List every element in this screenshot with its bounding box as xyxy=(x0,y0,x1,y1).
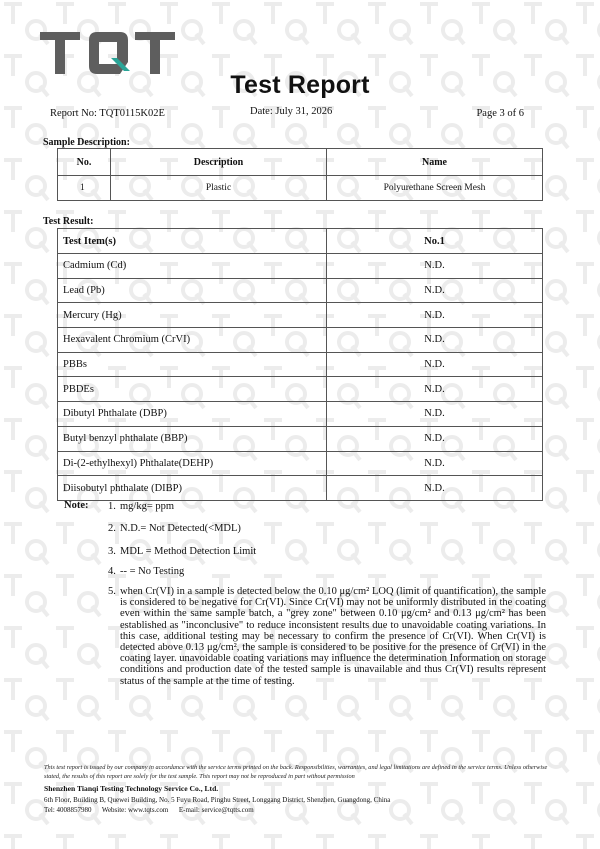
note-item xyxy=(108,546,546,557)
note-item xyxy=(108,523,546,534)
test-value: N.D. xyxy=(327,254,543,279)
test-value: N.D. xyxy=(327,377,543,402)
note-text: N.D.= Not Detected(<MDL) xyxy=(120,523,241,534)
test-value: N.D. xyxy=(327,402,543,427)
result-table xyxy=(57,228,543,501)
sample-description-label: Sample Description: xyxy=(43,137,130,148)
test-value: N.D. xyxy=(327,328,543,353)
sample-no: 1 xyxy=(58,176,111,201)
test-item: Hexavalent Chromium (CrVI) xyxy=(58,328,327,353)
test-value: N.D. xyxy=(327,476,543,501)
table-row xyxy=(58,278,543,303)
company-logo xyxy=(40,30,175,76)
test-item: Di-(2-ethylhexyl) Phthalate(DEHP) xyxy=(58,451,327,476)
column-header-name: Name xyxy=(327,149,543,176)
note-number: 1. xyxy=(108,501,116,512)
table-row xyxy=(58,303,543,328)
table-row xyxy=(58,426,543,451)
footer-address: 6th Floor, Building B, Quewei Building, No. 5 Fuyu Road, Pinghu Street, Longgang District, Shenzhen, Guangdong, China xyxy=(44,796,391,804)
test-item: Cadmium (Cd) xyxy=(58,254,327,279)
table-row xyxy=(58,476,543,501)
test-item: Mercury (Hg) xyxy=(58,303,327,328)
note-text: when Cr(VI) in a sample is detected below the 0.10 μg/cm² LOQ (limit of quantification), the sample is considered to be negative for Cr(VI). Since Cr(VI) may not be uniformly distributed in the coating even within the same sample batch, a "grey zone" between 0.10 μg/cm² and 0.13 μg/cm² has been established as "inconclusive" to reduce inconsistent results due to unavoidable coating variations. In this case, additional testing may be necessary to confirm the presence of Cr(VI). When Cr(VI) is detected above 0.13 μg/cm², the sample is considered to be positive for the presence of Cr(VI) in the coating layer. unavoidable coating variations may influence the determination Information on storage conditions and production date of the tested sample is unavailable and thus Cr(VI) results represent status of the sample at the time of testing. xyxy=(120,586,546,687)
table-row xyxy=(58,328,543,353)
note-item xyxy=(108,566,546,577)
test-value: N.D. xyxy=(327,451,543,476)
column-header-test-item: Test Item(s) xyxy=(58,229,327,254)
sample-name: Polyurethane Screen Mesh xyxy=(327,176,543,201)
page-title: Test Report xyxy=(230,71,370,99)
sample-description: Plastic xyxy=(111,176,327,201)
test-item: Diisobutyl phthalate (DIBP) xyxy=(58,476,327,501)
table-row xyxy=(58,451,543,476)
test-value: N.D. xyxy=(327,352,543,377)
column-header-description: Description xyxy=(111,149,327,176)
test-result-label: Test Result: xyxy=(43,216,94,227)
footer-disclaimer: This test report is issued by our company in accordance with the service terms printed on the back. Responsibilities, warranties, and legal limitations are defined in the service terms. Unless otherwise stated, the results of this report are solely for the test sample. This report may not be reproduced in part without permission xyxy=(44,764,548,780)
column-header-sample-no1: No.1 xyxy=(327,229,543,254)
test-item: Lead (Pb) xyxy=(58,278,327,303)
column-header-no: No. xyxy=(58,149,111,176)
note-number: 4. xyxy=(108,566,116,577)
notes-label: Note: xyxy=(64,500,89,511)
note-item xyxy=(108,586,546,687)
report-date: Date: July 31, 2026 xyxy=(250,106,333,117)
note-number: 3. xyxy=(108,546,116,557)
table-row xyxy=(58,176,543,201)
table-row xyxy=(58,254,543,279)
note-text: mg/kg= ppm xyxy=(120,501,175,512)
result-table-header xyxy=(58,229,543,254)
table-row xyxy=(58,402,543,427)
test-value: N.D. xyxy=(327,303,543,328)
test-item: PBDEs xyxy=(58,377,327,402)
sample-table-header xyxy=(58,149,543,176)
report-number: Report No: TQT0115K02E xyxy=(50,108,165,119)
note-number: 2. xyxy=(108,523,116,534)
note-number: 5. xyxy=(108,586,116,597)
table-row xyxy=(58,377,543,402)
note-text: -- = No Testing xyxy=(120,566,185,577)
note-item xyxy=(108,501,546,512)
test-item: Butyl benzyl phthalate (BBP) xyxy=(58,426,327,451)
table-row xyxy=(58,352,543,377)
page-number: Page 3 of 6 xyxy=(476,108,524,119)
note-text: MDL = Method Detection Limit xyxy=(120,546,257,557)
test-value: N.D. xyxy=(327,426,543,451)
test-item: PBBs xyxy=(58,352,327,377)
sample-table xyxy=(57,148,543,201)
footer-contact: Tel: 4008857980 Website: www.tqts.com E-mail: service@tqtts.com xyxy=(44,806,254,814)
test-item: Dibutyl Phthalate (DBP) xyxy=(58,402,327,427)
footer-company-name: Shenzhen Tianqi Testing Technology Service Co., Ltd. xyxy=(44,784,219,793)
test-value: N.D. xyxy=(327,278,543,303)
